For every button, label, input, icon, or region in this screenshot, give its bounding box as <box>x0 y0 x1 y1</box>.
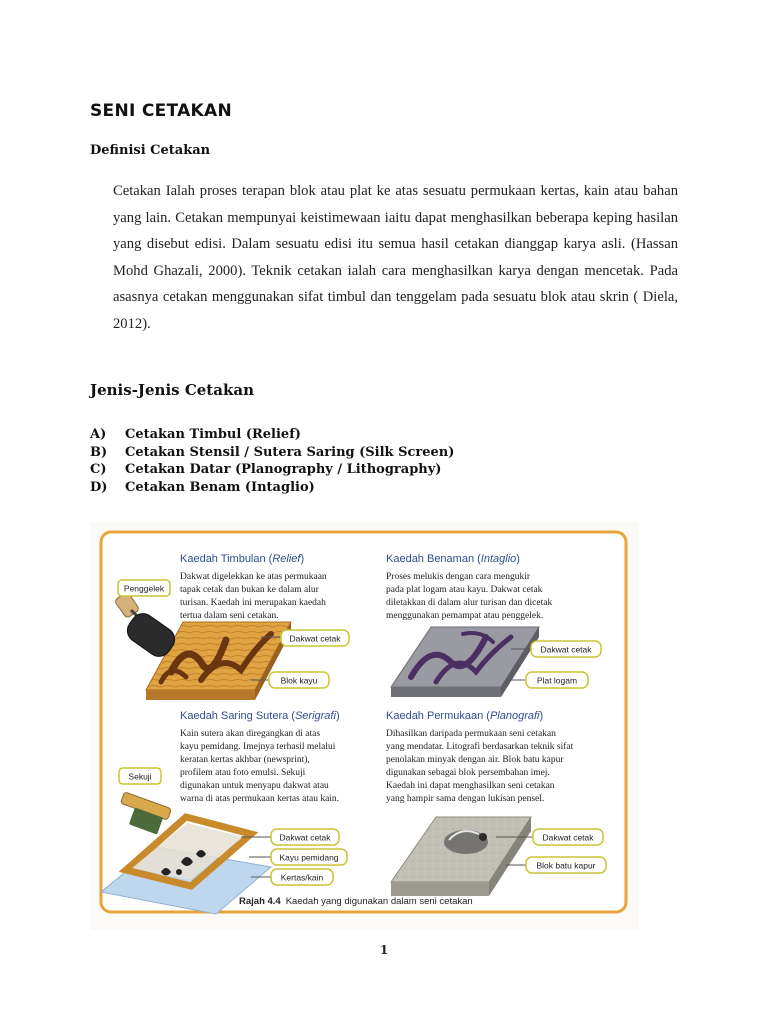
list-marker: B) <box>90 444 108 460</box>
callout-dakwat-cetak <box>533 829 603 845</box>
callout-kayu-pemidang <box>271 849 347 865</box>
list-item <box>90 461 454 479</box>
list-text: Cetakan Benam (Intaglio) <box>125 479 315 495</box>
definition-paragraph: Cetakan Ialah proses terapan blok atau plat ke atas sesuatu permukaan kertas, kain atau bahan yang lain. Cetakan mempunyai keistimewaan iaitu dapat menghasilkan beberapa keping hasilan yang disebut edisi. Dalam sesuatu edisi itu semua hasil cetakan dianggap karya asli. (Hassan Mohd Ghazali, 2000). Teknik cetakan ialah cara menghasilkan karya dengan mencetak. Pada asasnya cetakan menggunakan sifat timbul dan tenggelam pada sesuatu blok atau skrin ( Diela, 2012). <box>113 183 678 332</box>
serigrafi-description: Kain sutera akan diregangkan di atas kayu pemidang. Imejnya terhasil melalui keratan kertas akhbar (newsprint), profilem atau foto emulsi. Sekuji digunakan untuk menyapu dakwat atau warna di atas permukaan kertas atau kain. <box>180 729 340 804</box>
list-marker: A) <box>90 427 107 442</box>
intaglio-heading: Kaedah Benaman (Intaglio) <box>386 553 520 565</box>
callout-plat-logam <box>526 672 588 688</box>
svg-text:Blok kayu: Blok kayu <box>280 675 318 686</box>
svg-text:Plat logam: Plat logam <box>536 675 578 686</box>
figure-caption: Rajah 4.4 Kaedah yang digunakan dalam seni cetakan <box>239 896 473 907</box>
planografi-heading: Kaedah Permukaan (Planografi) <box>386 710 544 722</box>
callout-blok-batu-kapur <box>526 857 606 873</box>
serigrafi-heading: Kaedah Saring Sutera (Serigrafi) <box>180 710 340 722</box>
list-item <box>90 444 454 462</box>
svg-text:Dakwat cetak: Dakwat cetak <box>289 633 341 644</box>
list-text: Cetakan Datar (Planography / Lithography) <box>125 462 442 477</box>
svg-text:Kertas/kain: Kertas/kain <box>280 872 324 883</box>
planografi-description: Dihasilkan daripada permukaan seni cetakan yang mendatar. Litografi berdasarkan teknik sifat penolakan minyak dengan air. Blok batu kapur digunakan sebagai blok persembahan imej. Kaedah ini dapat menghasilkan seni cetakan yang hampir sama dengan lukisan pensel. <box>386 729 574 804</box>
list-text: Cetakan Stensil / Sutera Saring (Silk Screen) <box>125 444 455 460</box>
list-item <box>90 479 454 497</box>
relief-heading: Kaedah Timbulan (Relief) <box>180 553 305 565</box>
svg-text:Kayu pemidang: Kayu pemidang <box>279 852 339 863</box>
tool-label-penggelek <box>118 580 170 596</box>
svg-text:Dakwat cetak: Dakwat cetak <box>279 832 331 843</box>
page-title: SENI CETAKAN <box>90 101 233 121</box>
list-text: Cetakan Timbul (Relief) <box>125 427 301 442</box>
svg-text:Sekuji: Sekuji <box>128 771 152 782</box>
intaglio-description: Proses melukis dengan cara mengukir pada plat logam atau kayu. Dakwat cetak diletakkan di dalam alur turisan dan dicetak menggunakan pemampat atau penggelek. <box>386 572 553 621</box>
list-marker: D) <box>90 479 108 495</box>
svg-text:Dakwat cetak: Dakwat cetak <box>540 644 592 655</box>
printing-methods-figure <box>91 522 639 930</box>
page-number: 1 <box>379 943 389 957</box>
callout-dakwat-cetak <box>531 641 601 657</box>
types-list <box>90 426 454 496</box>
figure-illustration <box>91 522 639 930</box>
callout-blok-kayu <box>269 672 329 688</box>
list-item <box>90 426 454 444</box>
definition-heading: Definisi Cetakan <box>90 143 211 158</box>
relief-description: Dakwat digelekkan ke atas permukaan tapak cetak dan bukan ke dalam alur turisan. Kaedah ini merupakan kaedah tertua dalam seni cetakan. <box>180 572 327 621</box>
svg-text:Penggelek: Penggelek <box>123 583 165 594</box>
callout-dakwat-cetak <box>271 829 339 845</box>
callout-dakwat-cetak <box>281 630 349 646</box>
tool-label-sekuji <box>119 768 161 784</box>
list-marker: C) <box>90 462 107 477</box>
svg-text:Dakwat cetak: Dakwat cetak <box>542 832 594 843</box>
callout-kertas-kain <box>271 869 333 885</box>
types-heading: Jenis-Jenis Cetakan <box>90 381 254 399</box>
svg-text:Blok batu kapur: Blok batu kapur <box>536 860 596 871</box>
